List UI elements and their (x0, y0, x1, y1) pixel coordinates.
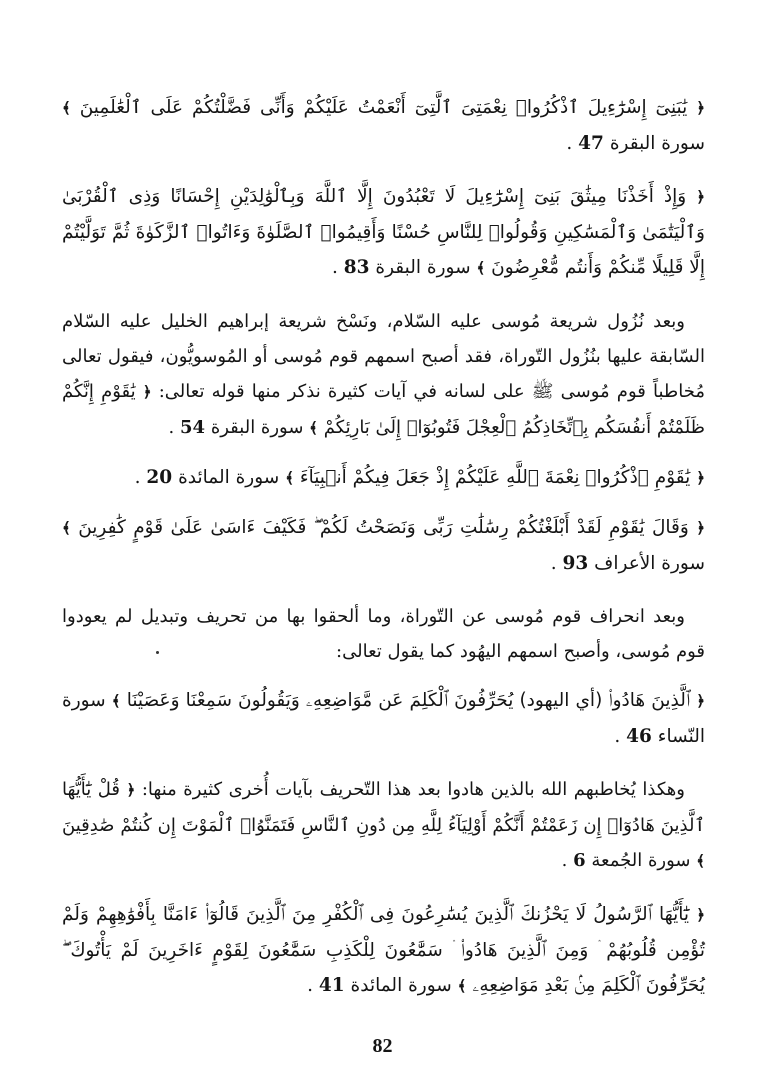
verse-reference (551, 553, 705, 574)
print-speck (156, 651, 159, 654)
paragraph-4 (62, 460, 705, 496)
paragraph-1 (62, 90, 705, 161)
verse-reference (332, 257, 471, 278)
page-body (62, 90, 705, 1004)
close-brace: ﴾ (309, 419, 318, 437)
verse-reference (169, 417, 304, 438)
prose-text: وهكذا يُخاطبهم الله بالذين هادوا بعد هذا التّحريف بآيات أُخرى كثيرة منها: (141, 779, 685, 800)
paragraph-5 (62, 510, 705, 581)
ayah-text: قُلْ يَٰٓأَيُّهَا ٱلَّذِينَ هَادُوٓا۟ إِن زَعَمْتُمْ أَنَّكُمْ أَوْلِيَآءُ لِلَّهِ مِن دُونِ ٱلنَّاسِ فَتَمَنَّوُا۟ ٱلْمَوْتَ إِن كُنتُمْ صَٰدِقِينَ (62, 779, 705, 836)
prose-text: وبعد انحراف قوم مُوسى عن التّوراة، وما ألحقوا بها من تحريف وتبديل لم يعودوا قوم مُوسى، وأصبح اسمهم اليهُود كما يقول تعالى: (62, 606, 705, 662)
verse-number: 54 (180, 417, 206, 438)
close-brace: ﴾ (111, 692, 121, 710)
sentence-end: . (134, 467, 141, 488)
paragraph-9 (62, 897, 705, 1004)
ayah-text: وَقَالَ يَٰقَوْمِ لَقَدْ أَبْلَغْتُكُمْ رِسَٰلَٰتِ رَبِّى وَنَصَحْتُ لَكُمْ ۖ فَكَيْفَ ءَاسَىٰ عَلَىٰ قَوْمٍ كَٰفِرِينَ (78, 517, 689, 538)
ayah-text: يَٰبَنِىٓ إِسْرَٰٓءِيلَ ٱذْكُرُوا۟ نِعْمَتِىَ ٱلَّتِىٓ أَنْعَمْتُ عَلَيْكُمْ وَأَنِّى فَضَّلْتُكُمْ عَلَى ٱلْعَٰلَمِينَ (79, 97, 688, 118)
surah-name: سورة المائدة (178, 467, 280, 488)
verse-number: 46 (626, 726, 652, 747)
sentence-end: . (614, 726, 621, 747)
sentence-end: . (307, 975, 314, 996)
verse-reference (562, 850, 691, 871)
prose-text: وبعد نُزُول شريعة مُوسى عليه السّلام، ونَسْخ شريعة إبراهيم الخليل عليه السّلام السّابقة عليها بنُزُول التّوراة، فقد أصبح اسمهم قوم مُوسى أو المُوسويُّون، فيقول تعالى مُخاطباً قوم مُوسى ﷺ على لسانه في آيات كثيرة نذكر منها قوله تعالى: (62, 311, 705, 402)
close-brace: ﴾ (285, 469, 294, 487)
sentence-end: . (331, 257, 338, 278)
sentence-end: . (550, 553, 557, 574)
close-brace: ﴾ (476, 259, 486, 277)
surah-name: سورة الجُمعة (591, 850, 691, 871)
verse-reference (307, 975, 452, 996)
open-brace: ﴿ (696, 99, 705, 117)
paragraph-8 (62, 772, 705, 879)
paragraph-6 (62, 599, 705, 669)
open-brace: ﴿ (126, 781, 136, 799)
ayah-text: يَٰقَوْمِ إِنَّكُمْ ظَلَمْتُمْ أَنفُسَكُم بِٱتِّخَاذِكُمُ ٱلْعِجْلَ فَتُوبُوٓا۟ إِلَىٰ بَارِئِكُمْ (62, 381, 705, 438)
surah-name: سورة الأعراف (594, 553, 705, 574)
surah-name: سورة البقرة (375, 257, 471, 278)
paragraph-7 (62, 683, 705, 754)
sentence-end: . (561, 850, 568, 871)
surah-name: سورة النّساء (62, 690, 705, 747)
surah-name: سورة البقرة (609, 133, 705, 154)
ayah-text: وَإِذْ أَخَذْنَا مِيثَٰقَ بَنِىٓ إِسْرَٰٓءِيلَ لَا تَعْبُدُونَ إِلَّا ٱللَّهَ وَبِٱلْوَٰلِدَيْنِ إِحْسَانًا وَذِى ٱلْقُرْبَىٰ وَٱلْيَتَٰمَىٰ وَٱلْمَسَٰكِينِ وَقُولُوا۟ لِلنَّاسِ حُسْنًا وَأَقِيمُوا۟ ٱلصَّلَوٰةَ وَءَاتُوا۟ ٱلزَّكَوٰةَ ثُمَّ تَوَلَّيْتُمْ إِلَّا قَلِيلًا مِّنكُمْ وَأَنتُم مُّعْرِضُونَ (62, 186, 705, 278)
close-brace: ﴾ (457, 977, 467, 995)
ayah-text: ٱلَّذِينَ هَادُوا۟ (أي اليهود) يُحَرِّفُونَ ٱلْكَلِمَ عَن مَّوَاضِعِهِۦ وَيَقُولُونَ سَمِعْنَا وَعَصَيْنَا (126, 690, 691, 711)
verse-number: 20 (146, 467, 173, 488)
surah-name: سورة البقرة (210, 417, 304, 438)
ayah-text: يَٰقَوْمِ ٱذْكُرُوا۟ نِعْمَةَ ٱللَّهِ عَلَيْكُمْ إِذْ جَعَلَ فِيكُمْ أَنۢبِيَآءَ (299, 467, 691, 488)
page-number: 82 (372, 1035, 393, 1057)
verse-number: 47 (578, 133, 604, 154)
close-brace: ﴾ (62, 99, 71, 117)
surah-name: سورة المائدة (350, 975, 452, 996)
paragraph-2 (62, 179, 705, 286)
open-brace: ﴿ (696, 469, 705, 487)
verse-number: 41 (318, 975, 345, 996)
sentence-end: . (566, 133, 573, 154)
verse-reference (135, 467, 280, 488)
open-brace: ﴿ (142, 383, 152, 401)
paragraph-3 (62, 304, 705, 446)
close-brace: ﴾ (696, 852, 705, 870)
verse-reference (566, 133, 705, 154)
verse-number: 93 (562, 553, 589, 574)
sentence-end: . (168, 417, 175, 438)
open-brace: ﴿ (696, 519, 705, 537)
open-brace: ﴿ (696, 692, 706, 710)
close-brace: ﴾ (62, 519, 71, 537)
open-brace: ﴿ (696, 188, 705, 206)
verse-number: 6 (573, 850, 586, 871)
verse-number: 83 (343, 257, 370, 278)
ayah-text: يَٰٓأَيُّهَا ٱلرَّسُولُ لَا يَحْزُنكَ ٱلَّذِينَ يُسَٰرِعُونَ فِى ٱلْكُفْرِ مِنَ ٱلَّذِينَ قَالُوٓا۟ ءَامَنَّا بِأَفْوَٰهِهِمْ وَلَمْ تُؤْمِن قُلُوبُهُمْ ۛ وَمِنَ ٱلَّذِينَ هَادُوا۟ ۛ سَمَّٰعُونَ لِلْكَذِبِ سَمَّٰعُونَ لِقَوْمٍ ءَاخَرِينَ لَمْ يَأْتُوكَ ۖ يُحَرِّفُونَ ٱلْكَلِمَ مِنۢ بَعْدِ مَوَاضِعِهِۦ (62, 904, 705, 996)
open-brace: ﴿ (696, 906, 706, 924)
